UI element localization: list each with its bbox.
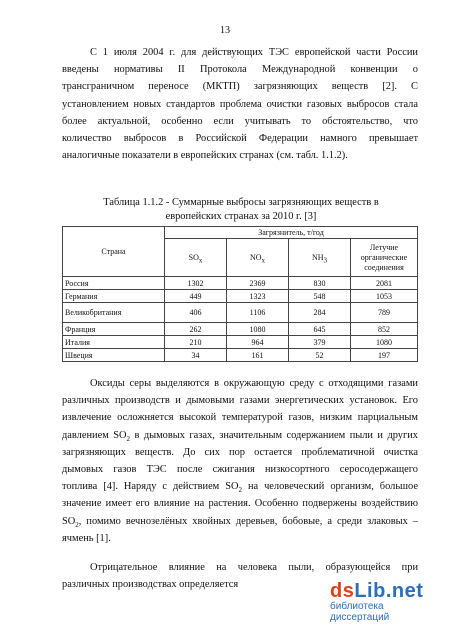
text-line: более актуальной, особенно если учитывать то обстоятельство, что xyxy=(62,115,418,127)
text-line: топлива [4]. Наряду с действием $SO_2$ на человеческий организм, большое xyxy=(62,481,418,495)
header-country: Страна xyxy=(63,227,165,277)
cell-voc: 2081 xyxy=(351,277,418,290)
cell-no: 1080 xyxy=(227,323,289,336)
text-line: ячмень [1]. xyxy=(62,532,111,544)
text-line: значение имеет его влияние на растения. Особенно подвержены воздействию xyxy=(62,498,418,510)
cell-no: 161 xyxy=(227,349,289,362)
header-no: $NO_x$ xyxy=(227,239,289,277)
table-row xyxy=(63,303,418,323)
text-line: загрязняющих веществ. До сих пор остается проблематичной очистка xyxy=(62,446,418,458)
watermark-logo: dsLib.net xyxy=(330,580,424,602)
paragraph-intro xyxy=(62,44,418,164)
cell-nh: 284 xyxy=(289,303,351,323)
header-nh: $NH_3$ xyxy=(289,239,351,277)
cell-so: 1302 xyxy=(165,277,227,290)
cell-so: 210 xyxy=(165,336,227,349)
text-line: С 1 июля 2004 г. для действующих ТЭС европейской части России xyxy=(90,47,418,58)
cell-country: Италия xyxy=(63,336,165,349)
cell-nh: 548 xyxy=(289,290,351,303)
text-line: различных производствах определяется xyxy=(62,579,239,591)
cell-voc: 197 xyxy=(351,349,418,362)
header-so: $SO_x$ xyxy=(165,239,227,277)
text-line: установлением новых стандартов проблема очистки газовых выбросов стала xyxy=(62,98,418,110)
cell-no: 1106 xyxy=(227,303,289,323)
cell-voc: 1053 xyxy=(351,290,418,303)
text-line: количество выбросов в Российской Федерации намного превышает xyxy=(62,132,418,144)
cell-nh: 830 xyxy=(289,277,351,290)
cell-so: 449 xyxy=(165,290,227,303)
caption-line: Таблица 1.1.2 - Суммарные выбросы загрязняющих веществ в xyxy=(103,197,379,208)
emissions-table xyxy=(62,226,418,362)
cell-no: 1323 xyxy=(227,290,289,303)
caption-line: европейских странах за 2010 г. [3] xyxy=(165,211,317,222)
cell-country: Франция xyxy=(63,323,165,336)
cell-voc: 789 xyxy=(351,303,418,323)
table-row xyxy=(63,290,418,303)
header-voc: Летучие органические соединения xyxy=(351,239,418,277)
cell-so: 34 xyxy=(165,349,227,362)
cell-nh: 379 xyxy=(289,336,351,349)
text-line: трансграничном переносе (МКТП) загрязняющих веществ [2]. С xyxy=(62,81,418,93)
cell-so: 262 xyxy=(165,323,227,336)
text-line: Оксиды серы выделяются в окружающую среду с отходящими газами xyxy=(90,378,418,389)
cell-country: Великобритания xyxy=(63,303,165,323)
page-number: 13 xyxy=(220,25,230,36)
text-line: $SO_2$, помимо вечнозелёных хвойных деревьев, бобовые, а среди злаковых – xyxy=(62,515,418,529)
table-header-row xyxy=(63,227,418,239)
cell-voc: 852 xyxy=(351,323,418,336)
text-line: введены нормативы II Протокола Международной конвенции о xyxy=(62,64,418,76)
dslib-watermark[interactable] xyxy=(330,580,442,623)
cell-no: 2369 xyxy=(227,277,289,290)
cell-so: 406 xyxy=(165,303,227,323)
paragraph-sulfur-oxides xyxy=(62,375,418,547)
text-line: аналогичные показатели в европейских странах (см. табл. 1.1.2). xyxy=(62,150,348,162)
text-line: давлением $SO_2$ в дымовых газах, значительным содержанием пыли и других xyxy=(62,429,419,443)
cell-voc: 1080 xyxy=(351,336,418,349)
cell-nh: 52 xyxy=(289,349,351,362)
text-line: Отрицательное влияние на человека пыли, образующейся при xyxy=(90,562,418,573)
cell-country: Швеция xyxy=(63,349,165,362)
table-row xyxy=(63,277,418,290)
table-row xyxy=(63,336,418,349)
cell-no: 964 xyxy=(227,336,289,349)
cell-country: Германия xyxy=(63,290,165,303)
table-caption xyxy=(96,196,386,224)
table-row xyxy=(63,323,418,336)
table-row xyxy=(63,349,418,362)
text-line: извлечение осложняется высокой температурой газов, низким парциальным xyxy=(62,412,418,424)
cell-nh: 645 xyxy=(289,323,351,336)
text-line: дымовых газов ТЭС после сжигания низкосортного серосодержащего xyxy=(62,463,418,475)
text-line: различных производств и дымовыми газами энергетических установок. Его xyxy=(62,395,418,407)
cell-country: Россия xyxy=(63,277,165,290)
watermark-subtitle: библиотека диссертаций xyxy=(330,601,390,623)
header-pollutant-group: Загрязнитель, т/год xyxy=(165,227,418,239)
